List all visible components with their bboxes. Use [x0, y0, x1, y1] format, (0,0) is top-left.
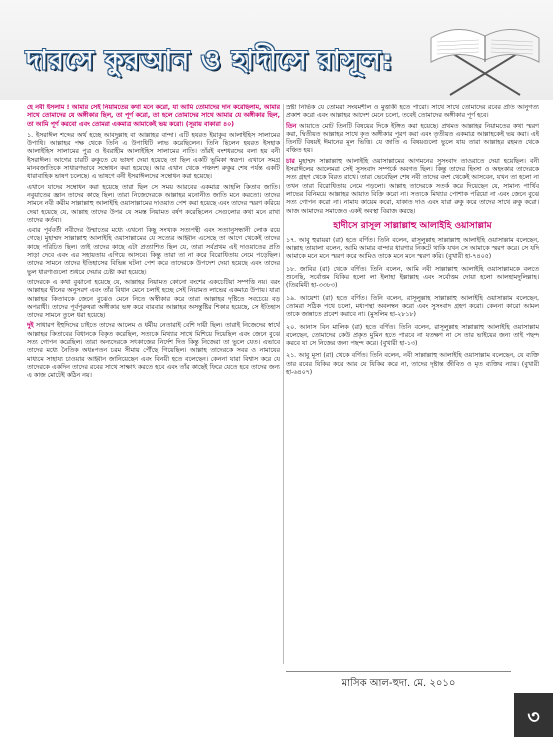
quran-verse: হে নবী ইসলাম ! আমার সেই নিয়ামতের কথা মনে করো, যা আমি তোমাদের দান করেছিলাম, আমার সাথে তোমাদের যে অঙ্গীকার ছিল, তা পূর্ণ করো, তা হলে তোমাদের সাথে আমার যে অঙ্গীকার ছিল, তা আমি পূর্ণ করবো এবং তোমরা একমাত্র আমাকেই ভয় করো। (সূরায় বাকারা ৪০): [27, 104, 280, 128]
commentary-text: আয়াতে মোট তিনটি বিষয়ের দিকে ইঙ্গিত করা হয়েছে। প্রথমত আল্লাহর নিয়ামতের কথা স্মরণ করা, দ্বিতীয়ত আল্লাহর সাথে কৃত অঙ্গীকার পূরণ করা এবং তৃতীয়ত একমাত্র আল্লাহকেই ভয় করা। এই তিনটি বিষয়ই ঈমানের মূল ভিত্তি। যে জাতি এ বিষয়গুলো ভুলে যায় তারা আল্লাহর রহমত থেকে বঞ্চিত হয়।: [286, 122, 539, 155]
commentary-paragraph: [27, 322, 280, 380]
hadith-entry: ২০. আনাস বিন মালিক (রা) হতে বর্ণিত। তিনি বলেন, রাসূলুল্লাহ সাল্লাল্লাহু আলাইহি ওয়াসাল্লাম বলেছেন, তোমাদের কেউ প্রকৃত মুমিন হতে পারবে না যতক্ষণ না সে তার ভাইয়ের জন্য তাই পছন্দ করবে যা সে নিজের জন্য পছন্দ করে। (বুখারী হা-১৩): [286, 323, 539, 348]
commentary-paragraph: এখানে যাদের সম্বোধন করা হয়েছে তারা ছিল সে সময় আরবের একমাত্র আহলি কিতাব জাতি। নবুয়াতের জ্ঞান তাদের কাছে ছিল। তারা নিজেদেরকে আল্লাহর মনোনীত জাতি মনে করতো। তাদের সামনে নবী করীম সাল্লাল্লাহু আলাইহি ওয়াসাল্লামের দাওয়াত পেশ করা হয়েছে এবং তাদের স্মরণ করিয়ে দেয়া হয়েছে যে, আল্লাহ তাদের উপর যে সমস্ত নিয়ামত বর্ষণ করেছিলেন সেগুলোর কথা মনে রাখা তাদের কর্তব্য।: [27, 183, 280, 224]
footer: [286, 671, 511, 694]
magazine-credit: মাসিক আল-হুদা. মে. ২০১০: [341, 678, 456, 689]
commentary-text: মুহাম্মদ সাল্লাল্লাহু আলাইহি ওয়াসাল্লামের আগমনের সুসংবাদ তাওরাতে দেয়া হয়েছিল। বনী ইসরাঈলের আলেমরা সেই সুসংবাদ সম্পর্কে অবগত ছিল। কিন্তু তাদের হিংসা ও অহংকার তাদেরকে সত্য গ্রহণ থেকে বিরত রাখে। তারা ভেবেছিল শেষ নবী তাদের বংশ থেকেই আসবেন, যখন তা হলো না তখন তারা বিরোধিতায় নেমে পড়লো। আল্লাহ তাদেরকে সতর্ক করে দিয়েছেন যে, সামান্য পার্থিব লাভের বিনিময়ে আল্লাহর আয়াত বিক্রি করো না। সত্যকে মিথ্যার পোশাক পরিয়ো না এবং জেনে বুঝে সত্য গোপন করো না। নামায কায়েম করো, যাকাত দাও এবং যারা রুকু করে তাদের সাথে রুকু করো। আজ আমাদের সমাজেও একই অবস্থা বিরাজ করছে।: [286, 157, 539, 215]
section-lead: চার: [286, 157, 295, 165]
hadith-entry: ১৯. আয়েশা (রা) হতে বর্ণিত। তিনি বলেন, রাসূলুল্লাহ সাল্লাল্লাহু আলাইহি ওয়াসাল্লাম বলেছেন, তোমরা সঠিক পথে চলো, মধ্যপন্থা অবলম্বন করো এবং সুসংবাদ গ্রহণ করো। কেননা কারো আমল তাকে জান্নাতে প্রবেশ করাবে না। (মুসলিম হা-২৮১৮): [286, 294, 539, 319]
commentary-text: সাধারণ ইহুদিদের চাইতে তাদের আলেম ও ধর্মীয় নেতারাই বেশি দায়ী ছিল। তারাই নিজেদের স্বার্থে আল্লাহর কিতাবের বিধানকে বিকৃত করেছিল, সত্যকে মিথ্যার সাথে মিশিয়ে দিয়েছিল এবং জেনে বুঝে সত্য গোপন করেছিল। তারা অন্যদেরকে সৎকাজের নির্দেশ দিত কিন্তু নিজেরা তা ভুলে যেত। এভাবে তাদের মধ্যে নৈতিক অধঃপতন চরম সীমায় পৌঁছে গিয়েছিল। আল্লাহ তাদেরকে সবর ও নামাযের মাধ্যমে সাহায্য চাওয়ার আহ্বান জানিয়েছেন এবং বিনয়ী হতে বলেছেন। কেননা যারা বিশ্বাস করে যে তাদেরকে একদিন তাদের রবের সাথে সাক্ষাৎ করতে হবে এবং তাঁর কাছেই ফিরে যেতে হবে তাদের জন্য এ কাজ মোটেই কঠিন নয়।: [27, 322, 280, 380]
column-divider: [283, 104, 284, 664]
page-number: ৩: [527, 706, 540, 728]
commentary-paragraph: স্রষ্টা নির্ভিক যে তোমরা সংযমশীল ও মুত্তাকী হতে পারো। সাথে সাথে তোমাদের রবের প্রতি আনুগত্য প্রকাশ করো এবং আল্লাহর আদেশ মেনে চলো, তবেই তোমাদের অঙ্গীকার পূর্ণ হবে।: [286, 104, 539, 120]
left-column: [27, 104, 280, 736]
right-column: [286, 104, 539, 664]
commentary-paragraph: [286, 123, 539, 156]
section-lead: দুই: [27, 322, 34, 330]
header-banner: [0, 0, 553, 100]
hadith-section-title: হাদীসে রাসূল সাল্লাল্লাহু আলাইহি ওয়াসাল্লাম: [333, 220, 492, 231]
page-number-box: [514, 693, 553, 737]
hadith-entry: ১৭. আবু হুরায়রা (রা) হতে বর্ণিত। তিনি বলেন, রাসূলুল্লাহ সাল্লাল্লাহু আলাইহি ওয়াসাল্লাম বলেছেন, আল্লাহ তায়ালা বলেন, আমি আমার বান্দার ধারণার নিকটে থাকি যখন সে আমাকে স্মরণ করে। সে যদি আমাকে মনে মনে স্মরণ করে আমিও তাকে মনে মনে স্মরণ করি। (বুখারী হা-৭৪০৫): [286, 236, 539, 261]
commentary-paragraph: ১. ইসরাঈল শব্দের অর্থ হচ্ছে আবদুল্লাহ বা আল্লাহর বান্দা। এটি হযরত ইয়াকুব আলাইহিস সালামের উপাধি। আল্লাহর পক্ষ থেকে তিনি এ উপাধিটি লাভ করেছিলেন। তিনি ছিলেন হযরত ইসহাক আলাইহিস সালামের পুত্র ও ইবরাহীম আলাইহিস সালামের নাতি। তাঁরই বংশধরদের বলা হয় বনী ইসরাঈল। আগের চারটি রুকুতে যে ভাষণ দেয়া হয়েছে তা ছিল একটি ভূমিকা স্বরূপ। এখানে সমগ্র মানবজাতিকে সাধারণভাবে সম্বোধন করা হয়েছে। আর এখান থেকে পঞ্চদশ রুকুর শেষ পর্যন্ত একটি ধারাবাহিক ভাষণ চলেছে। এ ভাষণে বনী ইসরাঈলদের সম্বোধন করা হয়েছে।: [27, 131, 280, 181]
open-quran-icon: [425, 0, 545, 98]
commentary-paragraph: তাদেরকে এ কথা বুঝানো হয়েছে যে, আল্লাহর নিয়ামত কোনো বংশের একচেটিয়া সম্পত্তি নয়। বরং আল্লাহর দ্বীনের অনুসরণ এবং তাঁর বিধান মেনে চলাই হচ্ছে সেই নিয়ামত লাভের একমাত্র উপায়। যারা আল্লাহর কিতাবকে জেনে বুঝেও মেনে নিতে অস্বীকার করে তারা আল্লাহর দৃষ্টিতে সবচেয়ে বড় অপরাধী। তাদের পূর্বপুরুষরা অঙ্গীকার ভঙ্গ করে বারবার আল্লাহর অসন্তুষ্টির শিকার হয়েছে, সে ইতিহাস তাদের সামনে তুলে ধরা হয়েছে।: [27, 278, 280, 320]
section-lead: তিন: [286, 122, 297, 130]
commentary-paragraph: [286, 158, 539, 216]
hadith-entry: ১৮. জাবির (রা) থেকে বর্ণিত। তিনি বলেন, আমি নবী সাল্লাল্লাহু আলাইহি ওয়াসাল্লামকে বলতে শুনেছি, সর্বোত্তম যিকির হলো লা ইলাহা ইল্লাল্লাহ এবং সর্বোত্তম দোয়া হলো আলহামদুলিল্লাহ। (তিরমিযী হা-৩৩৮৩): [286, 265, 539, 290]
page-title: দারসে কুরআন ও হাদীসে রাসূল:: [26, 45, 394, 76]
commentary-paragraph: এবার পূর্ববর্তী নবীদের উম্মাতের মধ্যে এখনো কিছু সংখ্যক সত্যপন্থী এবং সত্যানুসন্ধানী লোক রয়ে গেছে। মুহাম্মদ সাল্লাল্লাহু আলাইহি ওয়াসাল্লামের যে সত্যের আহ্বান এসেছে তা আগে থেকেই তাদের কাছে পরিচিত ছিল। তাই তাদের কাছে এটা প্রত্যাশিত ছিল যে, তারা সর্বপ্রথম এই দাওয়াতের প্রতি সাড়া দেবে এবং এর সহায়তায় এগিয়ে আসবে। কিন্তু তারা তা না করে বিরোধিতায় নেমে পড়েছিল। তাদের সামনে তাদের ইতিহাসের বিভিন্ন ঘটনা পেশ করে তাদেরকে উপদেশ দেয়া হয়েছে এবং তাদের ভুল ধারণাগুলো শুধরে দেয়ার চেষ্টা করা হয়েছে।: [27, 227, 280, 276]
hadith-entry: ২১. আবু মূসা (রা) থেকে বর্ণিত। তিনি বলেন, নবী সাল্লাল্লাহু আলাইহি ওয়াসাল্লাম বলেছেন, যে ব্যক্তি তার রবের যিকির করে আর যে যিকির করে না, তাদের দৃষ্টান্ত জীবিত ও মৃত ব্যক্তির ন্যায়। (বুখারী হা-৬৪০৭): [286, 352, 539, 377]
